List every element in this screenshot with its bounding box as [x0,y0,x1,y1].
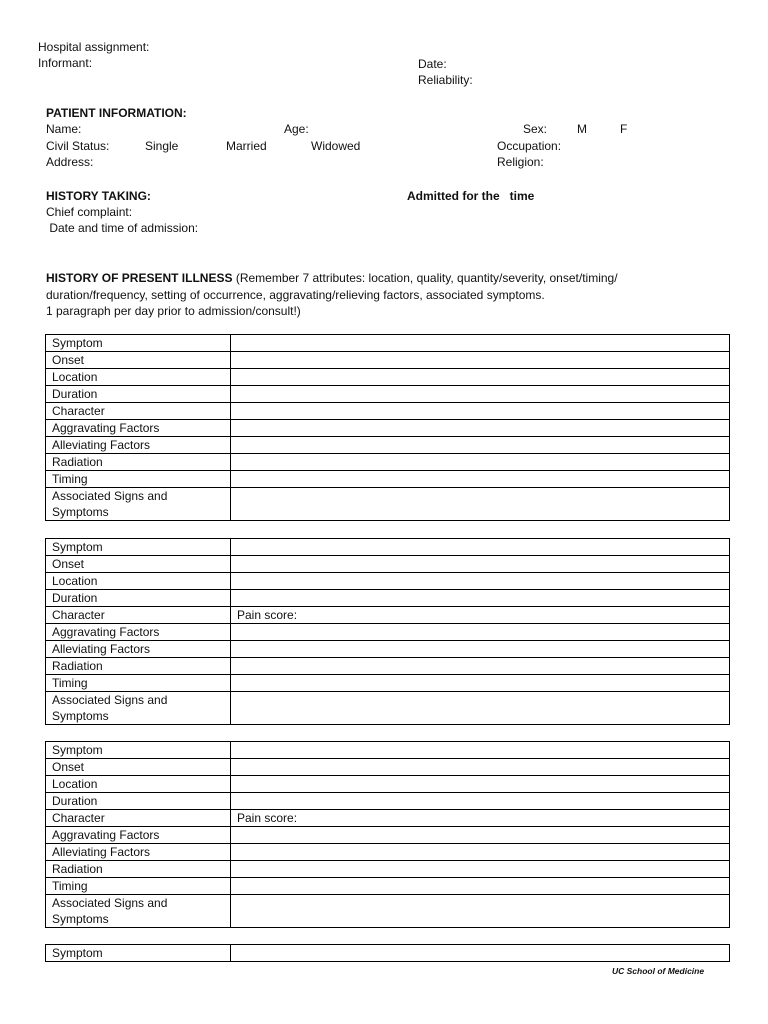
date-time-admission-label: Date and time of admission: [46,221,199,235]
row-label: Aggravating Factors [46,624,231,641]
row-value[interactable] [231,488,730,521]
row-label: Radiation [46,454,231,471]
row-value[interactable] [231,590,730,607]
row-label: Aggravating Factors [46,420,231,437]
table-row [46,692,730,725]
pain-score-cell[interactable]: Pain score: [231,607,730,624]
row-value[interactable] [231,624,730,641]
row-label: Character [46,403,231,420]
row-value[interactable] [231,335,730,352]
table-row [46,437,730,454]
table-row [46,539,730,556]
row-label: Associated Signs and Symptoms [46,488,231,521]
age-label: Age: [284,122,309,136]
hpi-instructions-line-2: duration/frequency, setting of occurrence, aggravating/relieving factors, associated symptoms. [46,287,545,302]
table-row [46,945,730,962]
row-label: Associated Signs and Symptoms [46,895,231,928]
row-label: Symptom [46,335,231,352]
row-label: Timing [46,878,231,895]
row-label: Timing [46,675,231,692]
symptom-table-3 [45,741,730,928]
table-row [46,742,730,759]
table-row [46,810,730,827]
row-value[interactable] [231,793,730,810]
table-row [46,386,730,403]
hpi-instructions-line-3: 1 paragraph per day prior to admission/consult!) [46,304,301,318]
table-row [46,675,730,692]
table-row [46,861,730,878]
table-row [46,488,730,521]
row-label: Duration [46,386,231,403]
row-value[interactable] [231,437,730,454]
row-label: Duration [46,793,231,810]
date-label: Date: [418,57,447,71]
table-row [46,454,730,471]
row-value[interactable] [231,658,730,675]
row-label: Character [46,810,231,827]
table-row [46,573,730,590]
table-row [46,590,730,607]
table-row [46,556,730,573]
row-value[interactable] [231,573,730,590]
row-label: Timing [46,471,231,488]
row-label: Radiation [46,861,231,878]
patient-info-heading: PATIENT INFORMATION: [46,106,187,120]
table-row [46,793,730,810]
row-label: Location [46,369,231,386]
row-label: Aggravating Factors [46,827,231,844]
table-row [46,420,730,437]
symptom-table-4 [45,944,730,962]
row-value[interactable] [231,827,730,844]
table-row [46,895,730,928]
address-label: Address: [46,155,94,169]
symptom-table-1 [45,334,730,521]
row-label: Location [46,573,231,590]
row-value[interactable] [231,403,730,420]
row-label: Symptom [46,945,231,962]
row-label: Alleviating Factors [46,844,231,861]
table-row [46,844,730,861]
table-row [46,335,730,352]
row-label: Symptom [46,742,231,759]
row-label: Alleviating Factors [46,437,231,454]
table-row [46,607,730,624]
civil-status-label: Civil Status: [46,139,110,153]
table-row [46,352,730,369]
hpi-heading: HISTORY OF PRESENT ILLNESS [46,271,233,285]
civil-status-married: Married [226,139,267,153]
row-value[interactable] [231,759,730,776]
row-value[interactable] [231,945,730,962]
row-value[interactable] [231,556,730,573]
table-row [46,759,730,776]
row-label: Onset [46,556,231,573]
informant-label: Informant: [38,56,93,70]
hpi-instructions [46,270,726,320]
chief-complaint-label: Chief complaint: [46,205,133,219]
row-value[interactable] [231,454,730,471]
civil-status-widowed: Widowed [311,139,361,153]
sex-option-f: F [620,122,628,136]
row-label: Symptom [46,539,231,556]
row-value[interactable] [231,539,730,556]
hpi-instructions-line-1: (Remember 7 attributes: location, quality, quantity/severity, onset/timing/ [232,271,618,285]
row-value[interactable] [231,386,730,403]
row-value[interactable] [231,420,730,437]
row-value[interactable] [231,471,730,488]
religion-label: Religion: [497,155,544,169]
row-label: Associated Signs and Symptoms [46,692,231,725]
history-taking-heading: HISTORY TAKING: [46,189,151,203]
table-row [46,658,730,675]
row-label: Location [46,776,231,793]
row-value[interactable] [231,352,730,369]
row-value[interactable] [231,895,730,928]
pain-score-cell[interactable]: Pain score: [231,810,730,827]
row-value[interactable] [231,878,730,895]
row-value[interactable] [231,641,730,658]
name-label: Name: [46,122,82,136]
table-row [46,776,730,793]
sex-label: Sex: [523,122,548,136]
row-label: Character [46,607,231,624]
row-value[interactable] [231,844,730,861]
civil-status-single: Single [145,139,179,153]
hospital-assignment-label: Hospital assignment: [38,40,150,54]
footer-institution: UC School of Medicine [612,966,705,976]
reliability-label: Reliability: [418,73,473,87]
row-value[interactable] [231,742,730,759]
row-value[interactable] [231,369,730,386]
symptom-table-2 [45,538,730,725]
row-label: Onset [46,352,231,369]
admitted-for-label: Admitted for the time [407,189,535,203]
table-row [46,827,730,844]
table-row [46,878,730,895]
occupation-label: Occupation: [497,139,562,153]
row-value[interactable] [231,861,730,878]
row-label: Radiation [46,658,231,675]
row-label: Alleviating Factors [46,641,231,658]
row-value[interactable] [231,776,730,793]
row-label: Onset [46,759,231,776]
row-label: Duration [46,590,231,607]
table-row [46,369,730,386]
row-value[interactable] [231,675,730,692]
row-value[interactable] [231,692,730,725]
table-row [46,641,730,658]
table-row [46,403,730,420]
table-row [46,624,730,641]
sex-option-m: M [577,122,587,136]
table-row [46,471,730,488]
